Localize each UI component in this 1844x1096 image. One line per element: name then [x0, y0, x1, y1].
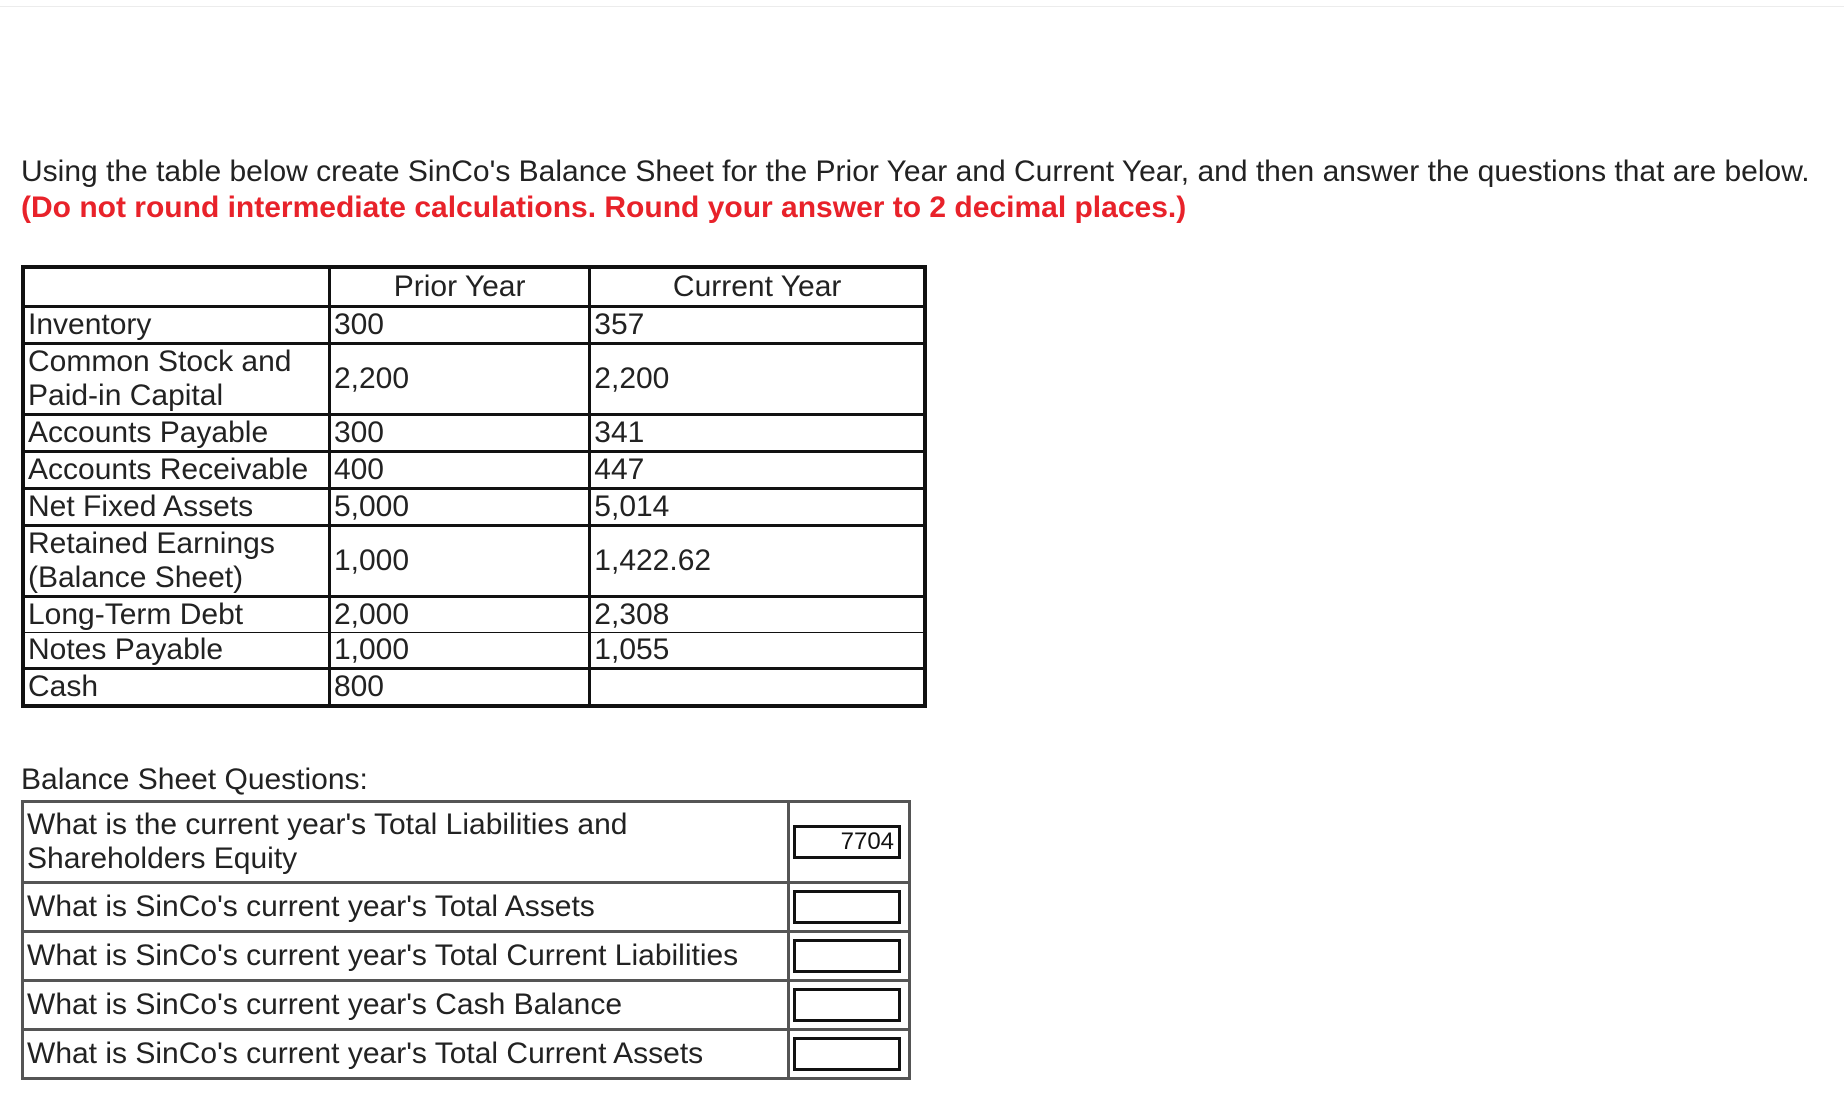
- table-header-prior-year: Prior Year: [329, 267, 589, 307]
- instructions: [21, 154, 1821, 226]
- table-row: [23, 415, 925, 452]
- table-row: [23, 669, 925, 707]
- answer-cell: [789, 932, 910, 981]
- row-label: Long-Term Debt: [23, 597, 329, 633]
- current-year-value: 341: [590, 415, 925, 452]
- row-label: Notes Payable: [23, 633, 329, 669]
- row-label: Inventory: [23, 307, 329, 344]
- question-text: What is the current year's Total Liabilities and Shareholders Equity: [23, 802, 789, 883]
- prior-year-value: 5,000: [329, 489, 589, 526]
- answer-cell: [789, 883, 910, 932]
- balance-data-table: [21, 265, 927, 708]
- question-text: What is SinCo's current year's Cash Balance: [23, 981, 789, 1030]
- current-year-value: 2,200: [590, 344, 925, 415]
- prior-year-value: 1,000: [329, 526, 589, 597]
- answer-input-total-current-liabilities[interactable]: [793, 939, 901, 973]
- current-year-value: [590, 669, 925, 707]
- current-year-value: 5,014: [590, 489, 925, 526]
- answer-cell: [789, 981, 910, 1030]
- table-row: [23, 597, 925, 633]
- prior-year-value: 400: [329, 452, 589, 489]
- top-divider: [0, 6, 1844, 7]
- answer-input-total-assets[interactable]: [793, 890, 901, 924]
- question-text: What is SinCo's current year's Total Current Assets: [23, 1030, 789, 1079]
- table-row: [23, 489, 925, 526]
- table-row: [23, 526, 925, 597]
- questions-title: Balance Sheet Questions:: [21, 763, 368, 796]
- row-label: Common Stock and Paid-in Capital: [23, 344, 329, 415]
- prior-year-value: 1,000: [329, 633, 589, 669]
- question-text: What is SinCo's current year's Total Assets: [23, 883, 789, 932]
- row-label: Accounts Payable: [23, 415, 329, 452]
- instructions-note: (Do not round intermediate calculations. Round your answer to 2 decimal places.): [21, 191, 1187, 224]
- current-year-value: 1,422.62: [590, 526, 925, 597]
- answer-cell: [789, 1030, 910, 1079]
- question-row: [23, 932, 910, 981]
- current-year-value: 447: [590, 452, 925, 489]
- question-text: What is SinCo's current year's Total Current Liabilities: [23, 932, 789, 981]
- row-label: Accounts Receivable: [23, 452, 329, 489]
- answer-cell: [789, 802, 910, 883]
- prior-year-value: 300: [329, 307, 589, 344]
- table-row: [23, 307, 925, 344]
- table-header-blank: [23, 267, 329, 307]
- table-header-current-year: Current Year: [590, 267, 925, 307]
- table-row: [23, 633, 925, 669]
- answer-input-total-current-assets[interactable]: [793, 1037, 901, 1071]
- current-year-value: 1,055: [590, 633, 925, 669]
- row-label: Retained Earnings (Balance Sheet): [23, 526, 329, 597]
- answer-input-cash-balance[interactable]: [793, 988, 901, 1022]
- prior-year-value: 2,000: [329, 597, 589, 633]
- question-row: [23, 1030, 910, 1079]
- row-label: Net Fixed Assets: [23, 489, 329, 526]
- question-row: [23, 802, 910, 883]
- answer-input-total-liabilities-equity[interactable]: [793, 825, 901, 859]
- current-year-value: 357: [590, 307, 925, 344]
- prior-year-value: 800: [329, 669, 589, 707]
- question-row: [23, 883, 910, 932]
- table-row: [23, 344, 925, 415]
- prior-year-value: 300: [329, 415, 589, 452]
- table-row: [23, 452, 925, 489]
- current-year-value: 2,308: [590, 597, 925, 633]
- row-label: Cash: [23, 669, 329, 707]
- instructions-text: Using the table below create SinCo's Balance Sheet for the Prior Year and Current Year, and then answer the questions that are below.: [21, 155, 1810, 188]
- questions-table: [21, 800, 911, 1080]
- question-row: [23, 981, 910, 1030]
- prior-year-value: 2,200: [329, 344, 589, 415]
